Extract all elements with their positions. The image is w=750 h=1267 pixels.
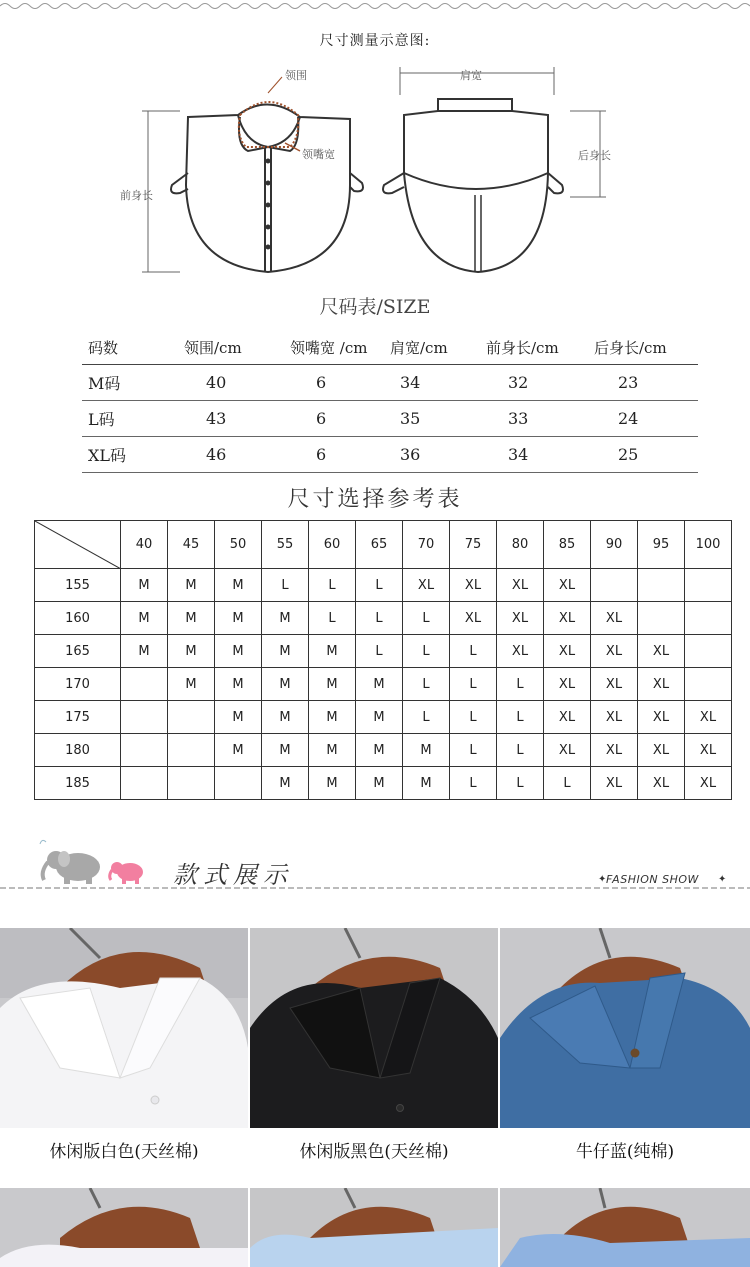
reference-row — [35, 767, 732, 800]
size-recommendation-cell: XL — [591, 668, 638, 701]
product-caption: 休闲版白色(天丝棉) — [49, 1142, 199, 1162]
size-recommendation-cell: XL — [544, 569, 591, 602]
size-cell: 36 — [400, 445, 421, 464]
product-photo-row2-2[interactable] — [250, 1188, 498, 1267]
header-cell: 前身长/cm — [486, 338, 559, 357]
size-recommendation-cell — [591, 569, 638, 602]
label-collar: 领围 — [285, 69, 307, 82]
size-recommendation-cell — [685, 668, 732, 701]
weight-header-cell: 55 — [262, 521, 309, 569]
weight-header-cell: 70 — [403, 521, 450, 569]
size-cell: 6 — [316, 445, 327, 464]
size-recommendation-cell — [685, 569, 732, 602]
size-chart-header — [82, 330, 698, 365]
size-recommendation-cell: L — [309, 569, 356, 602]
product-photo-white[interactable] — [0, 928, 248, 1128]
size-recommendation-cell — [121, 668, 168, 701]
height-cell: 155 — [35, 569, 121, 602]
size-recommendation-cell — [638, 602, 685, 635]
size-recommendation-cell: M — [262, 701, 309, 734]
size-recommendation-cell: M — [403, 734, 450, 767]
header-cell: 码数 — [88, 338, 119, 357]
size-cell: L码 — [88, 410, 115, 429]
size-recommendation-cell: M — [262, 734, 309, 767]
measurement-diagram — [0, 55, 750, 285]
height-cell: 180 — [35, 734, 121, 767]
reference-row — [35, 635, 732, 668]
reference-header-row — [35, 521, 732, 569]
product-caption: 牛仔蓝(纯棉) — [575, 1142, 675, 1162]
size-cell: 35 — [400, 409, 421, 428]
size-recommendation-cell: M — [215, 734, 262, 767]
reference-row — [35, 701, 732, 734]
size-recommendation-cell: L — [403, 635, 450, 668]
size-recommendation-cell: M — [168, 668, 215, 701]
size-recommendation-cell: XL — [638, 734, 685, 767]
size-recommendation-cell: XL — [544, 701, 591, 734]
label-front-length: 前身长 — [120, 189, 153, 202]
reference-row — [35, 668, 732, 701]
weight-header-cell: 85 — [544, 521, 591, 569]
size-recommendation-cell: XL — [591, 602, 638, 635]
size-recommendation-cell: M — [262, 668, 309, 701]
size-recommendation-cell: XL — [544, 602, 591, 635]
size-recommendation-cell: L — [356, 602, 403, 635]
size-recommendation-cell: XL — [685, 767, 732, 800]
header-cell: 后身长/cm — [594, 338, 667, 357]
size-recommendation-cell: XL — [544, 668, 591, 701]
size-recommendation-cell: M — [121, 569, 168, 602]
header-cell: 领嘴宽 /cm — [290, 338, 368, 357]
size-recommendation-cell — [168, 734, 215, 767]
reference-row — [35, 734, 732, 767]
product-caption: 休闲版黑色(天丝棉) — [299, 1142, 449, 1162]
size-recommendation-cell: M — [121, 602, 168, 635]
size-recommendation-cell — [168, 701, 215, 734]
size-recommendation-cell — [121, 734, 168, 767]
size-cell: 33 — [508, 409, 529, 428]
size-recommendation-cell: XL — [497, 602, 544, 635]
size-recommendation-cell — [685, 635, 732, 668]
size-recommendation-cell: M — [215, 635, 262, 668]
size-recommendation-cell: L — [356, 635, 403, 668]
height-cell: 160 — [35, 602, 121, 635]
size-cell: M码 — [88, 374, 121, 393]
size-recommendation-cell — [168, 767, 215, 800]
product-photo-row2-3[interactable] — [500, 1188, 750, 1267]
grey-elephant-icon — [43, 851, 100, 884]
label-shoulder: 肩宽 — [460, 69, 482, 82]
size-recommendation-cell: L — [403, 602, 450, 635]
size-recommendation-cell — [638, 569, 685, 602]
size-recommendation-cell: M — [262, 767, 309, 800]
height-cell: 165 — [35, 635, 121, 668]
size-recommendation-cell: L — [309, 602, 356, 635]
product-photo-black[interactable] — [250, 928, 498, 1128]
diagram-title: 尺寸测量示意图: — [319, 33, 431, 49]
size-recommendation-cell: XL — [685, 701, 732, 734]
front-buttons — [266, 159, 271, 250]
weight-header-cell: 45 — [168, 521, 215, 569]
weight-header-cell: 80 — [497, 521, 544, 569]
label-collar-tip: 领嘴宽 — [302, 148, 335, 161]
size-recommendation-cell: XL — [685, 734, 732, 767]
size-recommendation-cell: XL — [591, 701, 638, 734]
size-recommendation-cell: M — [262, 602, 309, 635]
size-recommendation-cell: L — [403, 668, 450, 701]
size-recommendation-cell: XL — [544, 734, 591, 767]
size-recommendation-cell: L — [497, 734, 544, 767]
size-recommendation-cell: M — [403, 767, 450, 800]
size-recommendation-cell: M — [215, 701, 262, 734]
size-recommendation-cell: M — [356, 701, 403, 734]
size-cell: 6 — [316, 409, 327, 428]
reference-table-title: 尺寸选择参考表 — [287, 487, 463, 512]
size-recommendation-cell: L — [450, 635, 497, 668]
size-recommendation-cell: XL — [497, 569, 544, 602]
showcase-title: 款式展示 — [173, 861, 293, 889]
weight-header-cell: 65 — [356, 521, 403, 569]
back-collar-drawing — [383, 99, 563, 272]
header-cell: 肩宽/cm — [390, 338, 448, 357]
size-recommendation-cell: M — [168, 569, 215, 602]
size-recommendation-cell: L — [450, 668, 497, 701]
size-recommendation-cell: M — [168, 602, 215, 635]
size-recommendation-cell: M — [356, 668, 403, 701]
product-photo-row2-1[interactable] — [0, 1188, 248, 1267]
size-recommendation-cell: XL — [638, 767, 685, 800]
header-cell: 领围/cm — [184, 338, 242, 357]
weight-header-cell: 75 — [450, 521, 497, 569]
reference-table — [34, 520, 732, 800]
size-recommendation-cell: M — [309, 701, 356, 734]
size-recommendation-cell: L — [497, 767, 544, 800]
fashion-show-subtitle: FASHION SHOW — [606, 873, 699, 886]
size-cell: 32 — [508, 373, 529, 392]
product-photo-denim[interactable] — [500, 928, 750, 1128]
size-recommendation-cell: L — [497, 668, 544, 701]
size-recommendation-cell — [685, 602, 732, 635]
size-recommendation-cell: XL — [591, 767, 638, 800]
size-recommendation-cell: M — [215, 668, 262, 701]
size-recommendation-cell: L — [497, 701, 544, 734]
svg-text:✦: ✦ — [598, 874, 607, 885]
reference-row — [35, 602, 732, 635]
size-recommendation-cell: XL — [403, 569, 450, 602]
top-wavy-border — [0, 0, 750, 12]
size-recommendation-cell — [215, 767, 262, 800]
size-recommendation-cell: M — [168, 635, 215, 668]
size-cell: 40 — [206, 373, 227, 392]
size-recommendation-cell — [121, 767, 168, 800]
size-cell: 34 — [400, 373, 421, 392]
size-recommendation-cell: XL — [544, 635, 591, 668]
height-cell: 185 — [35, 767, 121, 800]
size-cell: 23 — [618, 373, 639, 392]
size-recommendation-cell: M — [356, 734, 403, 767]
size-recommendation-cell: M — [309, 668, 356, 701]
size-recommendation-cell: M — [356, 767, 403, 800]
size-recommendation-cell: L — [356, 569, 403, 602]
weight-header-cell: 100 — [685, 521, 732, 569]
size-recommendation-cell: XL — [591, 635, 638, 668]
size-chart-title: 尺码表/SIZE — [319, 296, 431, 318]
weight-header-cell: 60 — [309, 521, 356, 569]
weight-header-cell: 90 — [591, 521, 638, 569]
weight-header-cell: 40 — [121, 521, 168, 569]
corner-diagonal-cell — [35, 521, 121, 569]
size-recommendation-cell: L — [450, 734, 497, 767]
size-chart-row — [82, 437, 698, 473]
reference-row — [35, 569, 732, 602]
size-recommendation-cell: XL — [450, 569, 497, 602]
size-recommendation-cell: L — [450, 767, 497, 800]
size-recommendation-cell: L — [450, 701, 497, 734]
pink-elephant-icon — [110, 862, 143, 884]
size-recommendation-cell: M — [309, 767, 356, 800]
weight-header-cell: 95 — [638, 521, 685, 569]
size-recommendation-cell: L — [544, 767, 591, 800]
size-recommendation-cell: L — [262, 569, 309, 602]
collar-marker — [239, 102, 298, 147]
size-cell: 25 — [618, 445, 639, 464]
size-cell: 46 — [206, 445, 227, 464]
size-cell: 34 — [508, 445, 529, 464]
size-recommendation-cell: M — [215, 602, 262, 635]
size-cell: 24 — [618, 409, 639, 428]
size-cell: XL码 — [88, 446, 127, 465]
size-chart-table — [82, 330, 698, 473]
size-cell: 6 — [316, 373, 327, 392]
size-recommendation-cell: M — [309, 635, 356, 668]
size-chart-row — [82, 365, 698, 401]
svg-text:✦: ✦ — [718, 874, 727, 885]
size-recommendation-cell: L — [403, 701, 450, 734]
size-recommendation-cell: M — [309, 734, 356, 767]
size-recommendation-cell: XL — [638, 701, 685, 734]
size-recommendation-cell — [121, 701, 168, 734]
label-back-length: 后身长 — [578, 149, 611, 162]
size-recommendation-cell: XL — [591, 734, 638, 767]
size-recommendation-cell: XL — [638, 668, 685, 701]
size-cell: 43 — [206, 409, 227, 428]
size-recommendation-cell: XL — [638, 635, 685, 668]
size-recommendation-cell: M — [262, 635, 309, 668]
size-recommendation-cell: M — [215, 569, 262, 602]
weight-header-cell: 50 — [215, 521, 262, 569]
size-chart-row — [82, 401, 698, 437]
size-recommendation-cell: M — [121, 635, 168, 668]
height-cell: 175 — [35, 701, 121, 734]
size-recommendation-cell: XL — [450, 602, 497, 635]
height-cell: 170 — [35, 668, 121, 701]
size-recommendation-cell: XL — [497, 635, 544, 668]
